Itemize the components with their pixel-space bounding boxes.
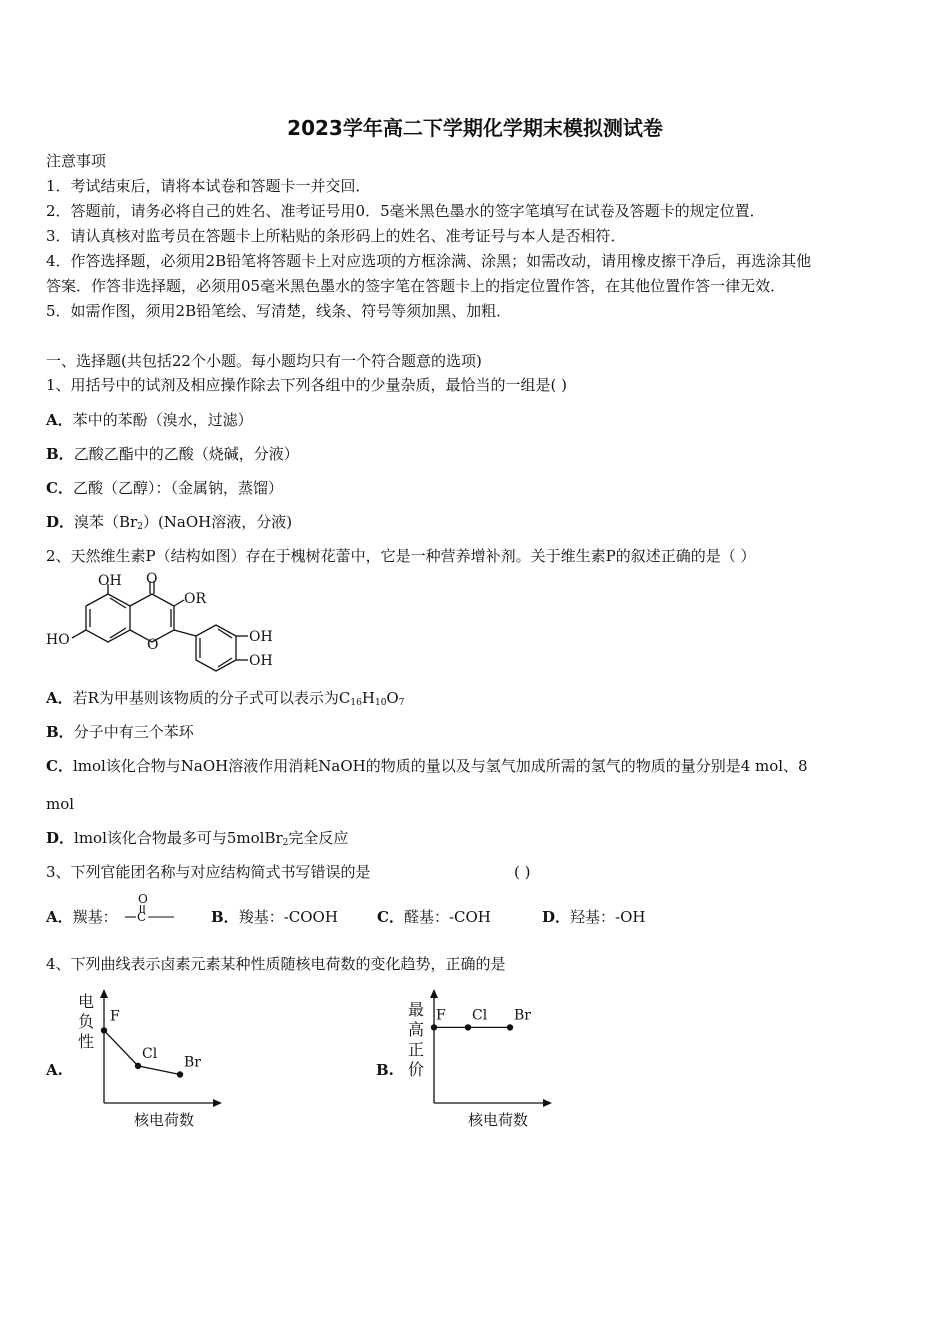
svg-text:最: 最 (408, 1000, 425, 1019)
option-text: lmol该化合物与NaOH溶液作用消耗NaOH的物质的量以及与氢气加成所需的氢气的物质的量分别是4 mol、8 (72, 757, 808, 775)
option-text: 分子中有三个苯环 (73, 723, 194, 741)
chart-a (70, 985, 230, 1135)
notice-item: 5．如需作图，须用2B铅笔绘、写清楚，线条、符号等须加黑、加粗． (46, 302, 512, 320)
svg-text:正: 正 (408, 1040, 425, 1059)
option-text: 乙酸乙酯中的乙酸（烧碱，分液） (73, 445, 299, 463)
chart-a-point-f (101, 1027, 107, 1033)
option-label: C． (46, 757, 73, 775)
chart-b (400, 985, 560, 1135)
label-ring-o: O (147, 637, 159, 653)
chart-a-ylabel (78, 992, 94, 1051)
chart-b-xlabel: 核电荷数 (468, 1111, 529, 1129)
chart-b-x-arrow (543, 1099, 552, 1107)
pyranone-ring (130, 594, 174, 642)
svg-text:负: 负 (78, 1012, 95, 1031)
q1-option-a (46, 408, 253, 432)
chart-b-option-label: B. (376, 1061, 394, 1079)
option-label: D． (542, 908, 571, 926)
q1-option-c (46, 476, 283, 500)
option-text: 乙酸（乙醇）：（金属钠，蒸馏） (72, 479, 283, 497)
benzene-ring-b (196, 625, 236, 671)
label-ho: HO (46, 632, 70, 648)
option-text: 苯中的苯酚（溴水，过滤） (72, 411, 253, 429)
option-label: A． (46, 908, 73, 926)
chart-b-point-cl (465, 1024, 471, 1030)
option-label: C． (46, 479, 73, 497)
chart-b-point-label-f: F (436, 1007, 446, 1024)
q2-option-a (46, 686, 404, 715)
notice-heading: 注意事项 (46, 152, 107, 170)
option-text: 溴苯（Br (74, 513, 138, 531)
option-label: D． (46, 513, 75, 531)
q2-option-d (46, 826, 348, 855)
notice-item: 3．请认真核对监考员在答题卡上所粘贴的条形码上的姓名、准考证号与本人是否相符． (46, 227, 626, 245)
q1-option-b (46, 442, 299, 466)
page-title: 2023学年高二下学期化学期末模拟测试卷 (287, 116, 663, 140)
notice-item: 1．考试结束后，请将本试卷和答题卡一并交回． (46, 177, 371, 195)
notice-item: 4．作答选择题，必须用2B铅笔将答题卡上对应选项的方框涂满、涂黑；如需改动，请用橡皮擦干净后，再选涂其他 (46, 252, 812, 270)
q3-option-b (211, 905, 338, 929)
q2-option-c-cont: mol (46, 795, 75, 813)
q1-option-d (46, 510, 292, 539)
q2-stem: 2、天然维生素P（结构如图）存在于槐树花蕾中，它是一种营养增补剂。关于维生素P的叙述正确的是（ ） (46, 547, 756, 565)
chart-a-x-arrow (213, 1099, 222, 1107)
label-oh-top: OH (98, 573, 122, 589)
svg-text:高: 高 (408, 1020, 425, 1039)
chart-a-point-label-f: F (110, 1008, 120, 1025)
vitamin-p-structure (44, 572, 284, 680)
option-text: 醛基：-COH (403, 908, 491, 926)
chart-a-point-label-cl: Cl (142, 1045, 158, 1062)
chart-a-y-arrow (100, 989, 108, 998)
option-label: B． (46, 723, 74, 741)
option-text: 完全反应 (288, 829, 349, 847)
svg-text:电: 电 (78, 992, 95, 1011)
q4-stem: 4、下列曲线表示卤素元素某种性质随核电荷数的变化趋势，正确的是 (46, 955, 506, 973)
option-text: 羟基：-OH (570, 908, 646, 926)
carbonyl-o-label: O (138, 892, 148, 906)
chart-b-y-arrow (430, 989, 438, 998)
option-text: lmol该化合物最多可与5molBr (74, 829, 283, 847)
option-text: ）(NaOH溶液，分液) (142, 513, 293, 531)
label-oh-r2: OH (249, 653, 273, 669)
svg-text:性: 性 (78, 1032, 95, 1051)
carbonyl-structure (124, 890, 178, 926)
q1-stem: 1、用括号中的试剂及相应操作除去下列各组中的少量杂质，最恰当的一组是( ) (46, 376, 568, 394)
option-label: A． (46, 411, 73, 429)
option-label: B． (46, 445, 74, 463)
q3-option-d (542, 905, 645, 929)
q3-stem: 3、下列官能团名称与对应结构简式书写错误的是 (46, 863, 371, 881)
chart-b-point-f (431, 1024, 437, 1030)
option-text: O (386, 689, 399, 707)
q3-option-a (46, 905, 118, 929)
option-text: 羧基：-COOH (238, 908, 338, 926)
section-heading: 一、选择题(共包括22个小题。每小题均只有一个符合题意的选项) (46, 352, 482, 370)
option-text: 若R为甲基则该物质的分子式可以表示为C (72, 689, 351, 707)
subscript: 2 (137, 522, 143, 532)
option-label: B． (211, 908, 239, 926)
option-label: A． (46, 689, 73, 707)
option-label: C． (377, 908, 404, 926)
q2-option-c (46, 754, 808, 778)
subscript: 16 (350, 698, 362, 708)
label-carbonyl-o: O (146, 572, 158, 587)
benzene-ring-a (86, 594, 130, 642)
q2-option-b (46, 720, 194, 744)
subscript: 10 (374, 698, 387, 708)
label-oh-r1: OH (249, 629, 273, 645)
subscript: 2 (282, 838, 289, 848)
chart-a-xlabel: 核电荷数 (134, 1111, 195, 1129)
chart-b-ylabel (408, 1000, 424, 1079)
chart-b-point-br (507, 1024, 513, 1030)
chart-a-point-cl (135, 1063, 141, 1069)
notice-item: 2．答题前，请务必将自己的姓名、准考证号用0．5毫米黑色墨水的签字笔填写在试卷及答题卡的规定位置． (46, 202, 765, 220)
svg-text:C: C (137, 910, 147, 924)
subscript: 7 (398, 698, 405, 708)
chart-a-point-br (177, 1071, 183, 1077)
q3-option-c (377, 905, 491, 929)
option-text: 羰基： (72, 908, 118, 926)
chart-a-point-label-br: Br (184, 1054, 201, 1071)
chart-b-point-label-br: Br (514, 1007, 531, 1024)
q3-paren: ( ) (514, 863, 531, 881)
chart-a-option-label: A. (46, 1061, 63, 1079)
svg-text:价: 价 (408, 1060, 425, 1079)
option-label: D． (46, 829, 75, 847)
chart-b-point-label-cl: Cl (472, 1007, 488, 1024)
option-text: H (361, 689, 375, 707)
notice-item: 答案．作答非选择题，必须用05毫米黑色墨水的签字笔在答题卡上的指定位置作答，在其他位置作答一律无效． (46, 277, 786, 295)
label-or: OR (184, 591, 207, 607)
